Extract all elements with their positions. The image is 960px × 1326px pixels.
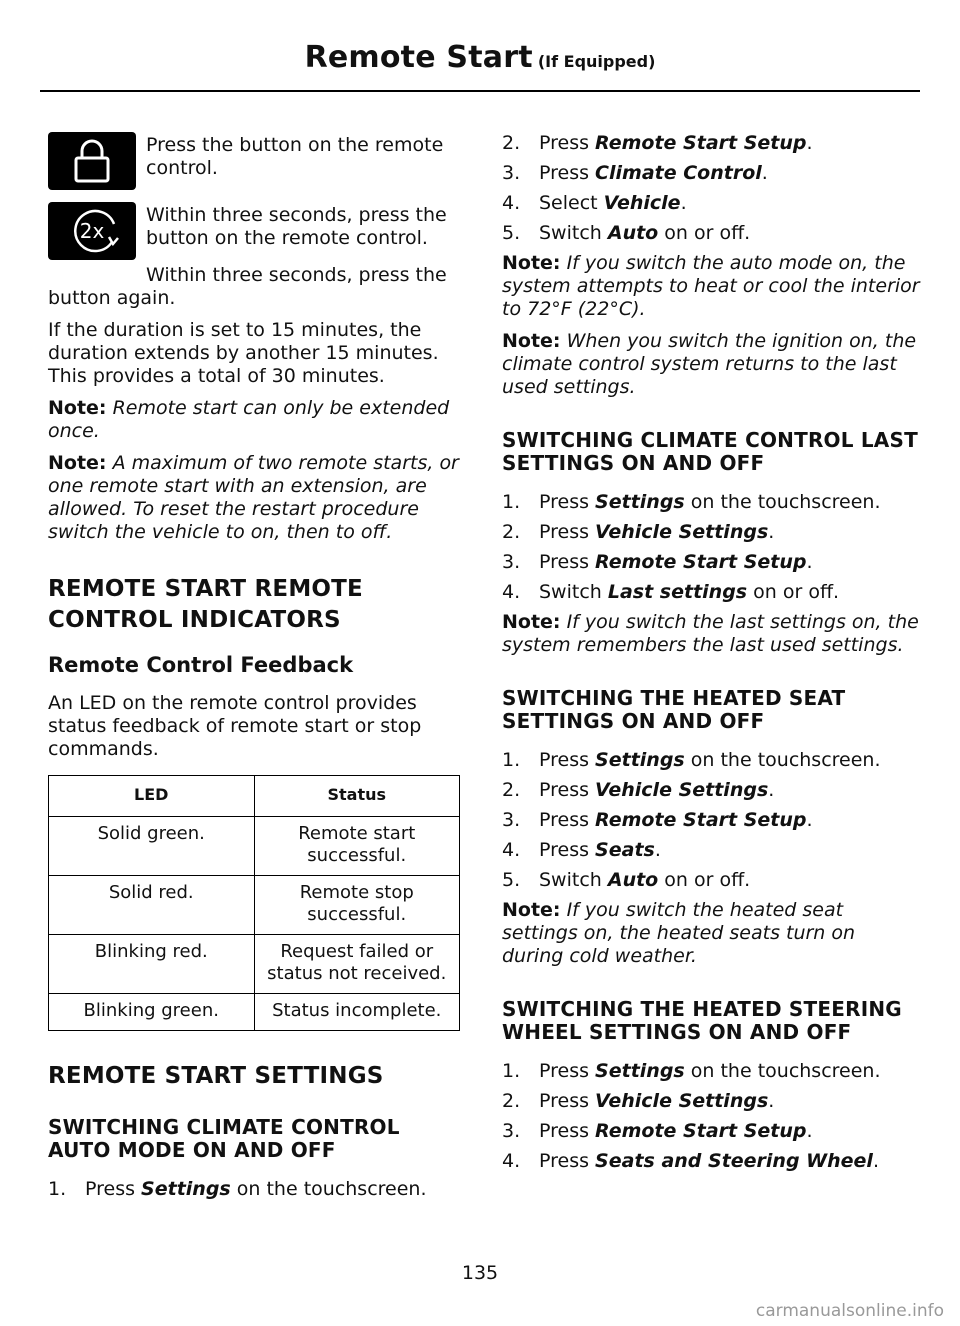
table-header-row bbox=[49, 776, 460, 817]
step-number: 1. bbox=[502, 491, 521, 513]
note-text: Remote start can only be extended once. bbox=[48, 397, 450, 442]
step-text: Press Remote Start Setup. bbox=[539, 551, 813, 573]
note-label: Note: bbox=[502, 611, 561, 633]
feedback-paragraph: An LED on the remote control provides status feedback of remote start or stop commands. bbox=[48, 692, 422, 760]
step-text: Press Settings on the touchscreen. bbox=[85, 1178, 427, 1200]
step-number: 3. bbox=[502, 551, 521, 573]
lock-instruction bbox=[48, 132, 460, 190]
step-text: Press Remote Start Setup. bbox=[539, 809, 813, 831]
note-heated-seat bbox=[502, 899, 920, 968]
step-text: Press Climate Control. bbox=[539, 162, 768, 184]
step-number: 3. bbox=[502, 1120, 521, 1142]
step-number: 1. bbox=[502, 1060, 521, 1082]
heading-last-settings: SWITCHING CLIMATE CONTROL LAST SETTINGS ON AND OFF bbox=[502, 428, 918, 475]
list-item bbox=[502, 162, 920, 185]
list-item bbox=[502, 1060, 920, 1083]
table-row bbox=[49, 994, 460, 1031]
right-column bbox=[502, 132, 920, 1180]
heading-indicators-line2: CONTROL INDICATORS bbox=[48, 607, 341, 633]
double-press-text: Within three seconds, press the button on the remote control. bbox=[146, 204, 447, 249]
note-text: If you switch the auto mode on, the system attempts to heat or cool the interior to 72°F (22°C). bbox=[502, 252, 920, 320]
step-text: Press Vehicle Settings. bbox=[539, 521, 775, 543]
step-number: 2. bbox=[502, 132, 521, 154]
step-text: Press Seats and Steering Wheel. bbox=[539, 1150, 879, 1172]
auto-steps-list bbox=[502, 132, 920, 245]
heading-remote-start-settings: REMOTE START SETTINGS bbox=[48, 1063, 384, 1089]
step-number: 3. bbox=[502, 809, 521, 831]
list-item bbox=[502, 192, 920, 215]
table-header-status: Status bbox=[254, 776, 460, 817]
step-text: Press Remote Start Setup. bbox=[539, 132, 813, 154]
note-text: When you switch the ignition on, the climate control system returns to the last used settings. bbox=[502, 330, 917, 398]
heading-heated-seat: SWITCHING THE HEATED SEAT SETTINGS ON AND OFF bbox=[502, 686, 846, 733]
note-extended-once bbox=[48, 397, 460, 443]
double-press-icon bbox=[48, 202, 136, 260]
seat-steps-list bbox=[502, 749, 920, 892]
list-item bbox=[502, 809, 920, 832]
list-item bbox=[502, 1150, 920, 1173]
double-press-instruction bbox=[48, 202, 460, 260]
lock-instruction-text: Press the button on the remote control. bbox=[146, 134, 444, 179]
page-header bbox=[0, 40, 960, 75]
step-text: Press Seats. bbox=[539, 839, 661, 861]
step-number: 4. bbox=[502, 192, 521, 214]
step-text: Press Remote Start Setup. bbox=[539, 1120, 813, 1142]
step-number: 5. bbox=[502, 222, 521, 244]
last-steps-list bbox=[502, 491, 920, 604]
led-status-table bbox=[48, 775, 460, 1031]
note-auto-mode bbox=[502, 252, 920, 321]
table-cell-led: Blinking green. bbox=[49, 994, 255, 1031]
list-item bbox=[502, 581, 920, 604]
step-number: 4. bbox=[502, 839, 521, 861]
double-press-icon-label: 2x bbox=[79, 219, 105, 243]
note-ignition bbox=[502, 330, 920, 399]
step-text: Switch Auto on or off. bbox=[539, 869, 751, 891]
step-text: Press Settings on the touchscreen. bbox=[539, 491, 881, 513]
table-cell-status: Remote stop successful. bbox=[254, 876, 460, 935]
note-text: If you switch the heated seat settings on, the heated seats turn on during cold weather. bbox=[502, 899, 856, 967]
note-label: Note: bbox=[502, 252, 561, 274]
list-item bbox=[502, 132, 920, 155]
heading-remote-control-feedback: Remote Control Feedback bbox=[48, 653, 354, 677]
wheel-steps-list bbox=[502, 1060, 920, 1173]
heading-heated-wheel: SWITCHING THE HEATED STEERING WHEEL SETTINGS ON AND OFF bbox=[502, 997, 902, 1044]
lock-icon bbox=[48, 132, 136, 190]
table-cell-status: Remote start successful. bbox=[254, 817, 460, 876]
list-item bbox=[502, 521, 920, 544]
table-cell-status: Request failed or status not received. bbox=[254, 935, 460, 994]
watermark: carmanualsonline.info bbox=[755, 1301, 944, 1321]
list-item bbox=[502, 491, 920, 514]
step-text: Select Vehicle. bbox=[539, 192, 687, 214]
step-number: 2. bbox=[502, 1090, 521, 1112]
list-item bbox=[502, 551, 920, 574]
list-item bbox=[502, 222, 920, 245]
list-item bbox=[502, 1090, 920, 1113]
page-subtitle: (If Equipped) bbox=[537, 52, 656, 71]
heading-auto-mode: SWITCHING CLIMATE CONTROL AUTO MODE ON AND OFF bbox=[48, 1115, 400, 1162]
note-text: If you switch the last settings on, the system remembers the last used settings. bbox=[502, 611, 919, 656]
step-number: 3. bbox=[502, 162, 521, 184]
list-item bbox=[502, 1120, 920, 1143]
within-again-text: Within three seconds, press the button again. bbox=[48, 264, 447, 309]
step-text: Press Vehicle Settings. bbox=[539, 1090, 775, 1112]
step-text: Switch Auto on or off. bbox=[539, 222, 751, 244]
table-cell-led: Solid green. bbox=[49, 817, 255, 876]
note-text: A maximum of two remote starts, or one remote start with an extension, are allowed. To reset the restart procedure switch the vehicle to on, then to off. bbox=[48, 452, 459, 543]
note-maximum-starts bbox=[48, 452, 460, 544]
list-item bbox=[502, 749, 920, 772]
table-header-led: LED bbox=[49, 776, 255, 817]
step-text: Press Settings on the touchscreen. bbox=[539, 1060, 881, 1082]
step-number: 4. bbox=[502, 581, 521, 603]
step-number: 1. bbox=[48, 1178, 67, 1200]
step-number: 5. bbox=[502, 869, 521, 891]
header-rule bbox=[40, 90, 920, 92]
page-number: 135 bbox=[461, 1262, 499, 1284]
note-label: Note: bbox=[502, 899, 561, 921]
table-cell-led: Solid red. bbox=[49, 876, 255, 935]
list-item bbox=[502, 779, 920, 802]
step-number: 2. bbox=[502, 779, 521, 801]
table-row bbox=[49, 935, 460, 994]
note-label: Note: bbox=[48, 452, 107, 474]
step-text: Switch Last settings on or off. bbox=[539, 581, 840, 603]
list-item bbox=[48, 1178, 460, 1201]
table-row bbox=[49, 817, 460, 876]
step-number: 4. bbox=[502, 1150, 521, 1172]
heading-indicators-line1: REMOTE START REMOTE bbox=[48, 576, 363, 602]
list-item bbox=[502, 839, 920, 862]
duration-paragraph: If the duration is set to 15 minutes, the duration extends by another 15 minutes. This provides a total of 30 minutes. bbox=[48, 319, 439, 387]
left-column bbox=[48, 132, 460, 1208]
step-text: Press Settings on the touchscreen. bbox=[539, 749, 881, 771]
list-item bbox=[502, 869, 920, 892]
step-text: Press Vehicle Settings. bbox=[539, 779, 775, 801]
step-number: 2. bbox=[502, 521, 521, 543]
table-row bbox=[49, 876, 460, 935]
note-last-settings bbox=[502, 611, 920, 657]
step-number: 1. bbox=[502, 749, 521, 771]
note-label: Note: bbox=[48, 397, 107, 419]
note-label: Note: bbox=[502, 330, 561, 352]
table-cell-led: Blinking red. bbox=[49, 935, 255, 994]
page-title: Remote Start bbox=[304, 40, 533, 75]
table-cell-status: Status incomplete. bbox=[254, 994, 460, 1031]
